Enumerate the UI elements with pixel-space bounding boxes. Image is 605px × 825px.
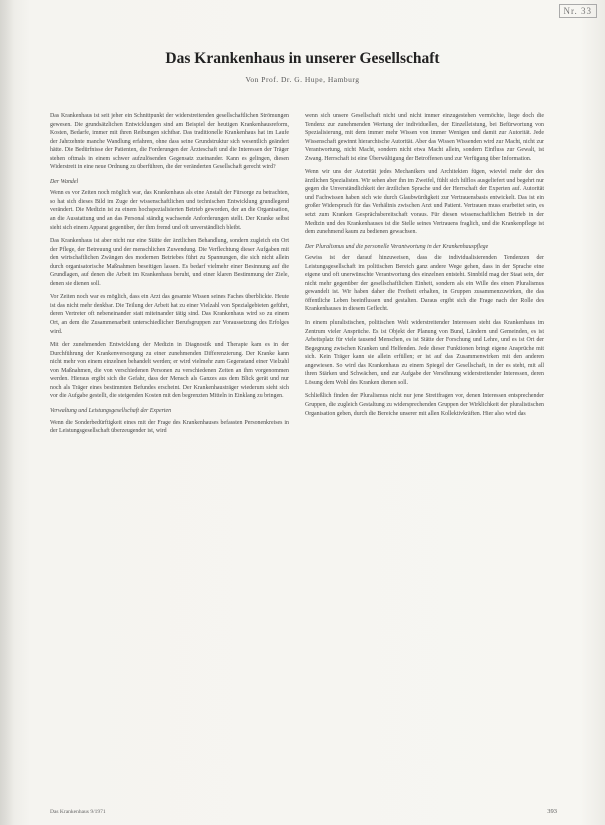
paragraph: Gewiss ist der darauf hinzuweisen, dass die individualisierenden Tendenzen der Leistungsgesellschaft im politischen Bereich ganz andere Wege gehen, dass in der Sprache eine eigene und oft unerwünschte Verantwortung des einzelnen entsteht. Sinnbild mag der Staat sein, der nicht mehr gegenüber der gesellschaftlichen Einheit, sondern als ein Wille des einen Pluralismus gewandelt ist. Wir haben daher die Freiheit erhalten, in Gruppen zusammenzuwirken, die das öffentliche Leben beeinflussen und gestalten. Daraus ergibt sich die Frage nach der Rolle des Krankenhauses in diesem Geflecht.	[305, 255, 544, 313]
binding-shadow	[0, 0, 14, 825]
section-heading: Verwaltung und Leistungsgesellschaft der Experten	[50, 407, 172, 414]
paragraph: In einem pluralistischen, politischen Welt widerstreitender Interessen steht das Krankenhaus im Zentrum vieler Ansprüche. Es ist Objekt der Planung von Bund, Ländern und Gemeinden, es ist Arbeitsplatz für viele tausend Menschen, es ist Stätte der Forschung und Lehre, und es ist Ort der Begegnung zwischen Kranken und Helfenden. Jede dieser Funktionen bringt eigene Ansprüche mit sich. Kein Träger kann sie allein erfüllen; er ist auf das Zusammenwirken mit den anderen angewiesen. So wird das Krankenhaus zu einem Spiegel der Gesellschaft, in der es steht, mit all ihren Stärken und Schwächen, und zur Aufgabe der Versöhnung widerstreitender Interessen, deren Lösung dem Wohl des Kranken dienen soll.	[305, 320, 544, 386]
paragraph: wenn sich unsere Gesellschaft nicht und nicht immer einzugestehen vermöchte, liege doch die Tendenz zur zunehmenden Wertung der individuellen, der Einzelleistung, bei Befürwortung von Spezialisierung, mit dem immer mehr Wissen von immer Wenigen und damit zur Autorität. Jede Wissenschaft gewinnt hierarchische Autorität. Aber das Wissen Wissenden wird zur Macht, nicht zur Verantwortung, nicht Macht, sondern nicht etwa Macht allein, sondern Einfluss zur Gewalt, ist Zwang. Herrschaft ist eine Überwältigung der Betroffenen und zur Verfügung über Information.	[305, 113, 544, 162]
paragraph: Das Krankenhaus ist seit jeher ein Schnittpunkt der widerstreitenden gesellschaftlichen Strömungen gewesen. Die grundsätzlichen Entwicklungen sind am Beispiel der heutigen Krankenhausreform, Kosten, Bedarfe, immer mit ihren Reibungen sichtbar. Das traditionelle Krankenhaus hat im Laufe der Jahrzehnte manche Wandlung erfahren, ohne dass seine Grundstruktur sich wesentlich geändert hätte. Die Bedürfnisse der Patienten, die Forderungen der Ärzteschaft und die Interessen der Träger stehen oftmals in einem schwer aufzulösenden Gegensatz zueinander. Kann es gelingen, diesen Widerstreit in eine neue Ordnung zu überführen, die der veränderten Gesellschaft gerecht wird?	[50, 113, 289, 171]
page-number: 393	[547, 808, 557, 815]
page-stamp: Nr. 33	[559, 4, 598, 18]
paragraph: Wenn die Sonderbedürftigkeit eines mit der Frage des Krankenhauses befassten Personenkreises in der Leistungsgesellschaft überzeugender ist, wird	[50, 419, 289, 435]
paragraph: Vor Zeiten noch war es möglich, dass ein Arzt das gesamte Wissen seines Faches überblickte. Heute ist das nicht mehr denkbar. Die Teilung der Arbeit hat zu einer Vielzahl von Spezialgebieten geführt, deren Vertreter oft nebeneinander statt miteinander tätig sind. Das Krankenhaus wird so zu einem Ort, an dem die Zusammenarbeit unterschiedlicher Berufsgruppen zur Voraussetzung des Erfolges wird.	[50, 294, 289, 335]
article-author: Von Prof. Dr. G. Hupe, Hamburg	[245, 75, 360, 84]
footer-source: Das Krankenhaus 9/1971	[50, 809, 106, 815]
paragraph: Schließlich finden der Pluralismus nicht nur jene Streitfragen vor, denen Interessen entsprechender Gruppen, die zugleich Gestaltung zu widersprechenden Gruppen der Wirklichkeit der pluralistischen Organisation geben, durch die Bereiche unserer mit allen Kollektivkräften. Hier also wird das	[305, 393, 544, 417]
paragraph: Mit der zunehmenden Entwicklung der Medizin in Diagnostik und Therapie kam es in der Durchführung der Krankenversorgung zu einer zunehmenden Differenzierung. Der Kranke kann nicht mehr von einem einzelnen behandelt werden; er wird vielmehr zum Gegenstand einer Vielzahl von Maßnahmen, die von verschiedenen Personen zu verschiedenen Zeiten an ihm vorgenommen werden. Hieraus ergibt sich die Gefahr, dass der Mensch als Ganzes aus dem Blick gerät und nur noch als Träger eines bestimmten Befundes erscheint. Der Krankenhausträger wiederum sieht sich vor die Aufgabe gestellt, die steigenden Kosten mit den begrenzten Mitteln in Einklang zu bringen.	[50, 342, 289, 400]
section-heading: Der Pluralismus und die personelle Verantwortung in der Krankenhauspflege	[305, 243, 489, 250]
section-heading: Der Wandel	[50, 178, 79, 185]
paragraph: Wenn es vor Zeiten noch möglich war, das Krankenhaus als eine Anstalt der Fürsorge zu betrachten, so hat sich dieses Bild im Zuge der wissenschaftlichen und technischen Entwicklung grundlegend verändert. Die Medizin ist zu einem hochspezialisierten Betrieb geworden, der an die Organisation, an die Ausstattung und an das Personal ständig wachsende Anforderungen stellt. Der Kranke selbst sieht sich einem Apparat gegenüber, der ihm fremd und oft unverständlich bleibt.	[50, 190, 289, 231]
left-text-column	[50, 112, 289, 797]
paragraph: Wenn wir uns der Autorität jedes Mechanikers und Architekten fügen, wieviel mehr der des ärztlichen Spezialisten. Wir sehen aber ihn im Zweifel, fühlt sich hilflos ausgeliefert und begehrt nur gegen die Unverständlichkeit der ärztlichen Sprache und der Herrschaft der Experten auf. Autorität und Fachwissen haben sich wie durch Glaubwürdigkeit zur Vertrauensbasis entwickelt. Das ist ein großer Widerspruch für das Verhältnis zwischen Arzt und Patient. Vertrauen muss erarbeitet sein, es setzt zum Kranken Gesprächsbereitschaft voraus. Für diesen wissenschaftlichen Betrieb in der Medizin und des Krankenhauses ist die Stelle seines Vertrauens fraglich, und die Krankenpflege ist dem zunehmend kaum zu bedienen gewachsen.	[305, 169, 544, 236]
paragraph: Das Krankenhaus ist aber nicht nur eine Stätte der ärztlichen Behandlung, sondern zugleich ein Ort der Pflege, der Betreuung und der menschlichen Zuwendung. Die Verflechtung dieser Aufgaben mit den wirtschaftlichen Zwängen des modernen Betriebes führt zu Spannungen, die sich nicht allein durch organisatorische Maßnahmen beseitigen lassen. Es bedarf vielmehr einer Besinnung auf die Grundlagen, auf denen die Arbeit im Krankenhaus beruht, und einer klaren Bestimmung der Ziele, denen sie dienen soll.	[50, 238, 289, 287]
article-title: Das Krankenhaus in unserer Gesellschaft	[165, 50, 440, 67]
right-text-column	[305, 112, 544, 797]
